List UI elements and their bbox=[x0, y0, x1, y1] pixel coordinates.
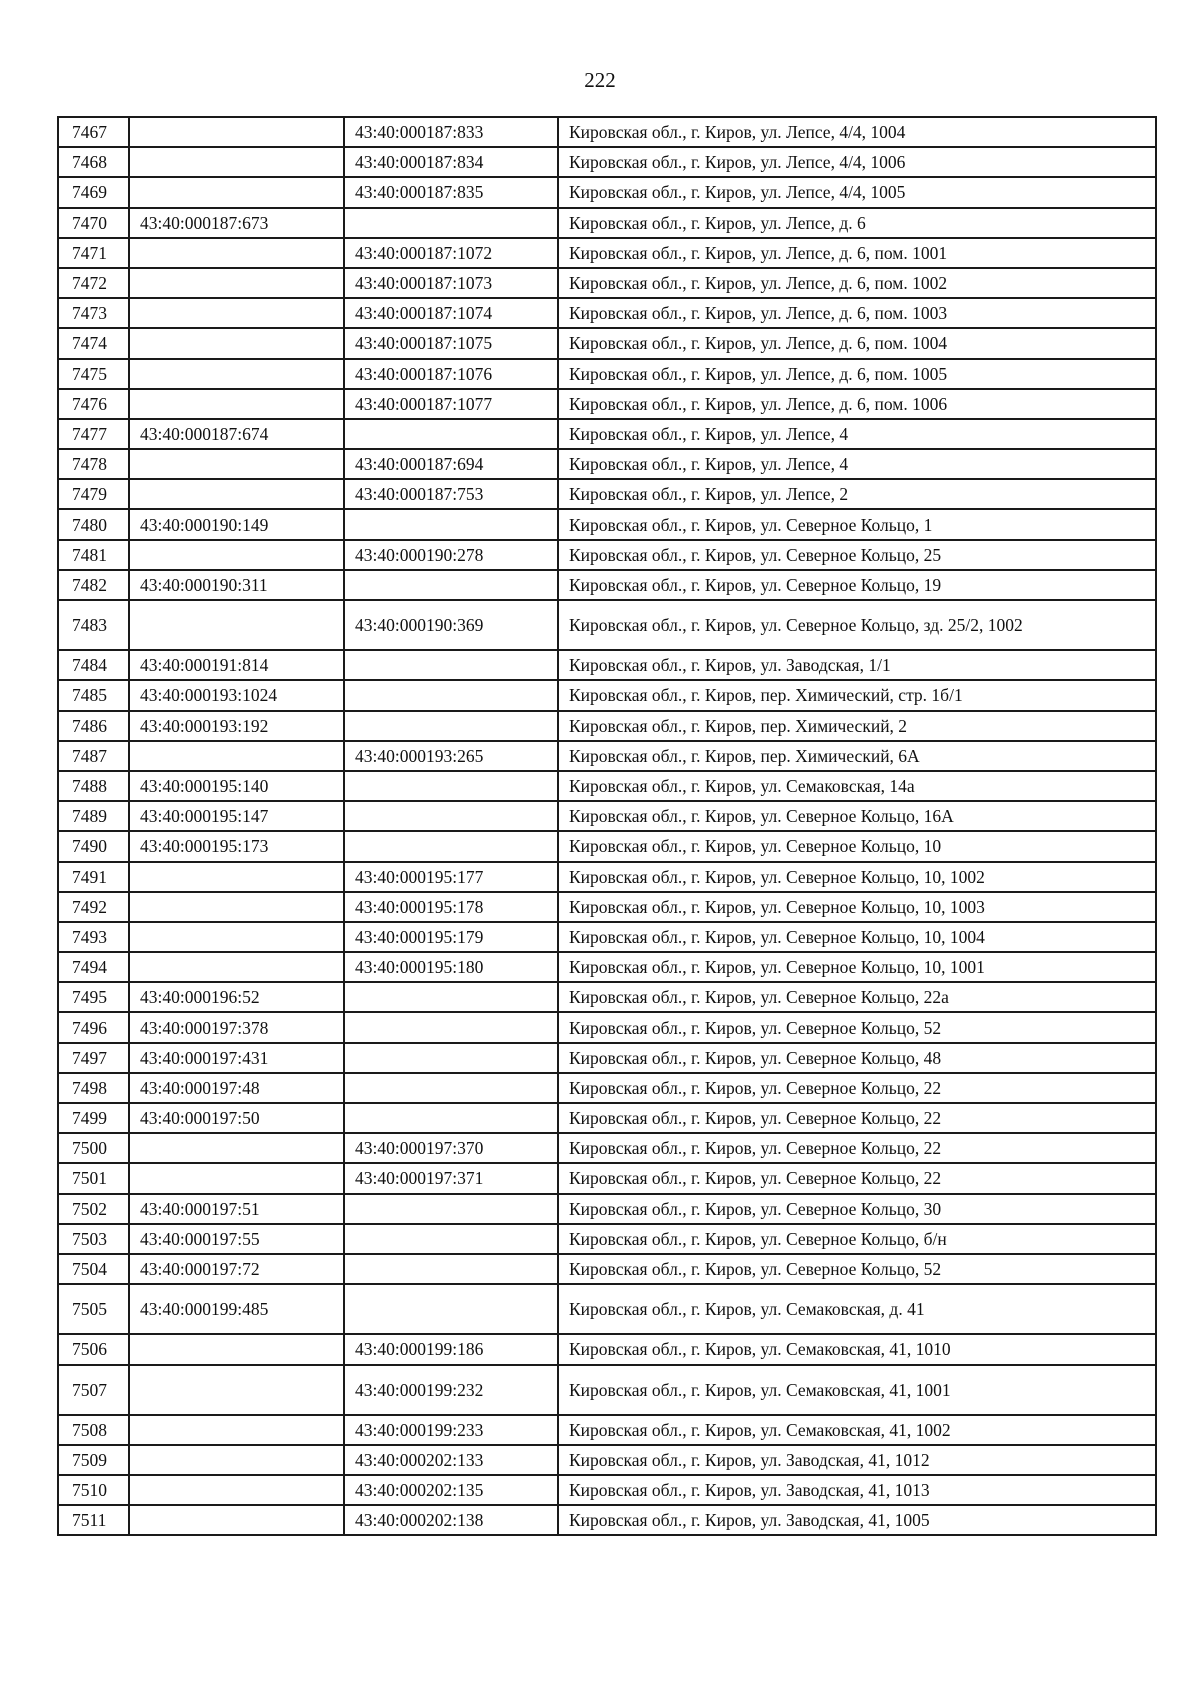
land-cadastral-cell bbox=[129, 741, 344, 771]
object-cadastral-cell bbox=[344, 1103, 558, 1133]
object-cadastral-cell: 43:40:000187:1076 bbox=[344, 359, 558, 389]
row-number-cell: 7491 bbox=[58, 862, 129, 892]
land-cadastral-cell: 43:40:000196:52 bbox=[129, 982, 344, 1012]
row-number-cell: 7503 bbox=[58, 1224, 129, 1254]
table-row bbox=[58, 1073, 1156, 1103]
row-number-cell: 7500 bbox=[58, 1133, 129, 1163]
object-cadastral-cell: 43:40:000195:178 bbox=[344, 892, 558, 922]
table-row bbox=[58, 771, 1156, 801]
land-cadastral-cell bbox=[129, 1163, 344, 1193]
object-cadastral-cell bbox=[344, 509, 558, 539]
object-cadastral-cell bbox=[344, 711, 558, 741]
land-cadastral-cell: 43:40:000195:147 bbox=[129, 801, 344, 831]
object-cadastral-cell: 43:40:000187:1075 bbox=[344, 328, 558, 358]
land-cadastral-cell: 43:40:000187:674 bbox=[129, 419, 344, 449]
row-number-cell: 7494 bbox=[58, 952, 129, 982]
object-cadastral-cell: 43:40:000197:371 bbox=[344, 1163, 558, 1193]
table-row bbox=[58, 711, 1156, 741]
row-number-cell: 7495 bbox=[58, 982, 129, 1012]
object-cadastral-cell: 43:40:000195:177 bbox=[344, 862, 558, 892]
land-cadastral-cell: 43:40:000197:72 bbox=[129, 1254, 344, 1284]
land-cadastral-cell bbox=[129, 147, 344, 177]
address-cell: Кировская обл., г. Киров, ул. Лепсе, 4/4, 1004 bbox=[558, 117, 1156, 147]
address-cell: Кировская обл., г. Киров, ул. Лепсе, д. 6 bbox=[558, 208, 1156, 238]
address-cell: Кировская обл., г. Киров, ул. Лепсе, д. 6, пом. 1006 bbox=[558, 389, 1156, 419]
land-cadastral-cell bbox=[129, 177, 344, 207]
table-row bbox=[58, 1163, 1156, 1193]
address-cell: Кировская обл., г. Киров, ул. Заводская, 41, 1012 bbox=[558, 1445, 1156, 1475]
table-row bbox=[58, 600, 1156, 650]
address-cell: Кировская обл., г. Киров, ул. Северное Кольцо, б/н bbox=[558, 1224, 1156, 1254]
table-row bbox=[58, 680, 1156, 710]
address-cell: Кировская обл., г. Киров, ул. Северное Кольцо, 22а bbox=[558, 982, 1156, 1012]
land-cadastral-cell bbox=[129, 540, 344, 570]
land-cadastral-cell bbox=[129, 1415, 344, 1445]
land-cadastral-cell bbox=[129, 328, 344, 358]
land-cadastral-cell bbox=[129, 952, 344, 982]
land-cadastral-cell: 43:40:000195:140 bbox=[129, 771, 344, 801]
object-cadastral-cell bbox=[344, 982, 558, 1012]
table-row bbox=[58, 117, 1156, 147]
address-cell: Кировская обл., г. Киров, ул. Заводская, 41, 1013 bbox=[558, 1475, 1156, 1505]
object-cadastral-cell bbox=[344, 1254, 558, 1284]
object-cadastral-cell bbox=[344, 208, 558, 238]
object-cadastral-cell bbox=[344, 831, 558, 861]
address-cell: Кировская обл., г. Киров, ул. Северное Кольцо, 22 bbox=[558, 1133, 1156, 1163]
address-cell: Кировская обл., г. Киров, ул. Семаковская, 41, 1001 bbox=[558, 1365, 1156, 1415]
object-cadastral-cell bbox=[344, 650, 558, 680]
land-cadastral-cell bbox=[129, 268, 344, 298]
table-row bbox=[58, 298, 1156, 328]
address-cell: Кировская обл., г. Киров, ул. Северное Кольцо, 19 bbox=[558, 570, 1156, 600]
land-cadastral-cell: 43:40:000197:51 bbox=[129, 1194, 344, 1224]
land-cadastral-cell: 43:40:000197:50 bbox=[129, 1103, 344, 1133]
address-cell: Кировская обл., г. Киров, ул. Лепсе, 4 bbox=[558, 419, 1156, 449]
object-cadastral-cell bbox=[344, 1224, 558, 1254]
land-cadastral-cell bbox=[129, 892, 344, 922]
land-cadastral-cell bbox=[129, 1505, 344, 1535]
table-row bbox=[58, 389, 1156, 419]
row-number-cell: 7478 bbox=[58, 449, 129, 479]
land-cadastral-cell: 43:40:000193:192 bbox=[129, 711, 344, 741]
row-number-cell: 7510 bbox=[58, 1475, 129, 1505]
land-cadastral-cell: 43:40:000190:311 bbox=[129, 570, 344, 600]
row-number-cell: 7479 bbox=[58, 479, 129, 509]
table-row bbox=[58, 952, 1156, 982]
row-number-cell: 7508 bbox=[58, 1415, 129, 1445]
object-cadastral-cell bbox=[344, 771, 558, 801]
address-cell: Кировская обл., г. Киров, ул. Лепсе, д. 6, пом. 1002 bbox=[558, 268, 1156, 298]
address-cell: Кировская обл., г. Киров, ул. Лепсе, 4/4, 1006 bbox=[558, 147, 1156, 177]
address-cell: Кировская обл., г. Киров, ул. Северное Кольцо, 22 bbox=[558, 1073, 1156, 1103]
land-cadastral-cell: 43:40:000197:431 bbox=[129, 1043, 344, 1073]
address-cell: Кировская обл., г. Киров, ул. Северное Кольцо, 10 bbox=[558, 831, 1156, 861]
row-number-cell: 7467 bbox=[58, 117, 129, 147]
row-number-cell: 7501 bbox=[58, 1163, 129, 1193]
address-cell: Кировская обл., г. Киров, ул. Лепсе, 2 bbox=[558, 479, 1156, 509]
land-cadastral-cell bbox=[129, 1133, 344, 1163]
land-cadastral-cell bbox=[129, 298, 344, 328]
address-cell: Кировская обл., г. Киров, ул. Северное Кольцо, 10, 1003 bbox=[558, 892, 1156, 922]
land-cadastral-cell bbox=[129, 238, 344, 268]
object-cadastral-cell: 43:40:000190:369 bbox=[344, 600, 558, 650]
row-number-cell: 7497 bbox=[58, 1043, 129, 1073]
land-cadastral-cell: 43:40:000195:173 bbox=[129, 831, 344, 861]
address-cell: Кировская обл., г. Киров, ул. Северное Кольцо, 52 bbox=[558, 1254, 1156, 1284]
table-row bbox=[58, 509, 1156, 539]
object-cadastral-cell: 43:40:000190:278 bbox=[344, 540, 558, 570]
row-number-cell: 7486 bbox=[58, 711, 129, 741]
table-row bbox=[58, 328, 1156, 358]
table-row bbox=[58, 1224, 1156, 1254]
land-cadastral-cell bbox=[129, 1334, 344, 1364]
object-cadastral-cell: 43:40:000202:133 bbox=[344, 1445, 558, 1475]
table-row bbox=[58, 1415, 1156, 1445]
table-row bbox=[58, 1043, 1156, 1073]
table-row bbox=[58, 1103, 1156, 1133]
object-cadastral-cell: 43:40:000199:232 bbox=[344, 1365, 558, 1415]
row-number-cell: 7476 bbox=[58, 389, 129, 419]
address-cell: Кировская обл., г. Киров, ул. Лепсе, д. 6, пом. 1005 bbox=[558, 359, 1156, 389]
address-cell: Кировская обл., г. Киров, ул. Семаковская, 41, 1010 bbox=[558, 1334, 1156, 1364]
table-row bbox=[58, 177, 1156, 207]
table-row bbox=[58, 741, 1156, 771]
address-cell: Кировская обл., г. Киров, ул. Лепсе, д. 6, пом. 1003 bbox=[558, 298, 1156, 328]
address-cell: Кировская обл., г. Киров, пер. Химический, 2 bbox=[558, 711, 1156, 741]
land-cadastral-cell bbox=[129, 117, 344, 147]
row-number-cell: 7484 bbox=[58, 650, 129, 680]
address-cell: Кировская обл., г. Киров, ул. Семаковская, 41, 1002 bbox=[558, 1415, 1156, 1445]
page-number: 222 bbox=[584, 68, 616, 92]
row-number-cell: 7472 bbox=[58, 268, 129, 298]
table-row bbox=[58, 1284, 1156, 1334]
address-cell: Кировская обл., г. Киров, ул. Семаковская, д. 41 bbox=[558, 1284, 1156, 1334]
land-cadastral-cell bbox=[129, 479, 344, 509]
land-cadastral-cell: 43:40:000197:55 bbox=[129, 1224, 344, 1254]
address-cell: Кировская обл., г. Киров, ул. Северное Кольцо, 48 bbox=[558, 1043, 1156, 1073]
registry-table-body bbox=[58, 117, 1156, 1535]
row-number-cell: 7482 bbox=[58, 570, 129, 600]
table-row bbox=[58, 570, 1156, 600]
object-cadastral-cell: 43:40:000199:186 bbox=[344, 1334, 558, 1364]
land-cadastral-cell bbox=[129, 1475, 344, 1505]
address-cell: Кировская обл., г. Киров, ул. Заводская, 41, 1005 bbox=[558, 1505, 1156, 1535]
row-number-cell: 7483 bbox=[58, 600, 129, 650]
address-cell: Кировская обл., г. Киров, ул. Северное Кольцо, 1 bbox=[558, 509, 1156, 539]
table-row bbox=[58, 862, 1156, 892]
address-cell: Кировская обл., г. Киров, пер. Химический, стр. 1б/1 bbox=[558, 680, 1156, 710]
row-number-cell: 7499 bbox=[58, 1103, 129, 1133]
row-number-cell: 7489 bbox=[58, 801, 129, 831]
table-row bbox=[58, 359, 1156, 389]
object-cadastral-cell: 43:40:000187:835 bbox=[344, 177, 558, 207]
object-cadastral-cell: 43:40:000187:833 bbox=[344, 117, 558, 147]
row-number-cell: 7471 bbox=[58, 238, 129, 268]
table-row bbox=[58, 650, 1156, 680]
table-row bbox=[58, 238, 1156, 268]
object-cadastral-cell: 43:40:000187:1072 bbox=[344, 238, 558, 268]
land-cadastral-cell bbox=[129, 1445, 344, 1475]
land-cadastral-cell: 43:40:000187:673 bbox=[129, 208, 344, 238]
land-cadastral-cell: 43:40:000190:149 bbox=[129, 509, 344, 539]
row-number-cell: 7475 bbox=[58, 359, 129, 389]
object-cadastral-cell: 43:40:000187:694 bbox=[344, 449, 558, 479]
table-row bbox=[58, 1365, 1156, 1415]
object-cadastral-cell: 43:40:000187:1073 bbox=[344, 268, 558, 298]
address-cell: Кировская обл., г. Киров, ул. Северное Кольцо, 22 bbox=[558, 1163, 1156, 1193]
object-cadastral-cell: 43:40:000187:1077 bbox=[344, 389, 558, 419]
address-cell: Кировская обл., г. Киров, ул. Лепсе, 4 bbox=[558, 449, 1156, 479]
row-number-cell: 7473 bbox=[58, 298, 129, 328]
row-number-cell: 7477 bbox=[58, 419, 129, 449]
address-cell: Кировская обл., г. Киров, ул. Заводская, 1/1 bbox=[558, 650, 1156, 680]
table-row bbox=[58, 982, 1156, 1012]
land-cadastral-cell: 43:40:000199:485 bbox=[129, 1284, 344, 1334]
table-row bbox=[58, 1254, 1156, 1284]
row-number-cell: 7509 bbox=[58, 1445, 129, 1475]
address-cell: Кировская обл., г. Киров, ул. Семаковская, 14а bbox=[558, 771, 1156, 801]
land-cadastral-cell bbox=[129, 389, 344, 419]
object-cadastral-cell bbox=[344, 1284, 558, 1334]
land-cadastral-cell bbox=[129, 922, 344, 952]
object-cadastral-cell: 43:40:000195:179 bbox=[344, 922, 558, 952]
row-number-cell: 7488 bbox=[58, 771, 129, 801]
address-cell: Кировская обл., г. Киров, ул. Северное Кольцо, 10, 1001 bbox=[558, 952, 1156, 982]
object-cadastral-cell: 43:40:000202:135 bbox=[344, 1475, 558, 1505]
table-row bbox=[58, 268, 1156, 298]
land-cadastral-cell bbox=[129, 449, 344, 479]
land-cadastral-cell bbox=[129, 862, 344, 892]
table-row bbox=[58, 1475, 1156, 1505]
table-row bbox=[58, 1445, 1156, 1475]
table-row bbox=[58, 449, 1156, 479]
row-number-cell: 7485 bbox=[58, 680, 129, 710]
table-row bbox=[58, 419, 1156, 449]
row-number-cell: 7468 bbox=[58, 147, 129, 177]
address-cell: Кировская обл., г. Киров, ул. Северное Кольцо, 52 bbox=[558, 1012, 1156, 1042]
address-cell: Кировская обл., г. Киров, ул. Северное Кольцо, 10, 1002 bbox=[558, 862, 1156, 892]
row-number-cell: 7498 bbox=[58, 1073, 129, 1103]
object-cadastral-cell: 43:40:000187:753 bbox=[344, 479, 558, 509]
row-number-cell: 7492 bbox=[58, 892, 129, 922]
object-cadastral-cell bbox=[344, 1073, 558, 1103]
address-cell: Кировская обл., г. Киров, пер. Химический, 6А bbox=[558, 741, 1156, 771]
table-row bbox=[58, 540, 1156, 570]
address-cell: Кировская обл., г. Киров, ул. Лепсе, 4/4, 1005 bbox=[558, 177, 1156, 207]
land-cadastral-cell: 43:40:000191:814 bbox=[129, 650, 344, 680]
row-number-cell: 7504 bbox=[58, 1254, 129, 1284]
object-cadastral-cell bbox=[344, 1012, 558, 1042]
table-row bbox=[58, 892, 1156, 922]
table-row bbox=[58, 1505, 1156, 1535]
table-row bbox=[58, 1334, 1156, 1364]
address-cell: Кировская обл., г. Киров, ул. Северное Кольцо, зд. 25/2, 1002 bbox=[558, 600, 1156, 650]
registry-table bbox=[57, 116, 1157, 1536]
row-number-cell: 7487 bbox=[58, 741, 129, 771]
row-number-cell: 7470 bbox=[58, 208, 129, 238]
object-cadastral-cell: 43:40:000199:233 bbox=[344, 1415, 558, 1445]
object-cadastral-cell bbox=[344, 419, 558, 449]
address-cell: Кировская обл., г. Киров, ул. Северное Кольцо, 22 bbox=[558, 1103, 1156, 1133]
row-number-cell: 7502 bbox=[58, 1194, 129, 1224]
object-cadastral-cell bbox=[344, 570, 558, 600]
row-number-cell: 7511 bbox=[58, 1505, 129, 1535]
object-cadastral-cell: 43:40:000193:265 bbox=[344, 741, 558, 771]
table-row bbox=[58, 147, 1156, 177]
row-number-cell: 7505 bbox=[58, 1284, 129, 1334]
row-number-cell: 7507 bbox=[58, 1365, 129, 1415]
table-row bbox=[58, 1194, 1156, 1224]
table-row bbox=[58, 1133, 1156, 1163]
row-number-cell: 7506 bbox=[58, 1334, 129, 1364]
object-cadastral-cell: 43:40:000197:370 bbox=[344, 1133, 558, 1163]
object-cadastral-cell bbox=[344, 1043, 558, 1073]
object-cadastral-cell: 43:40:000195:180 bbox=[344, 952, 558, 982]
land-cadastral-cell: 43:40:000193:1024 bbox=[129, 680, 344, 710]
land-cadastral-cell bbox=[129, 600, 344, 650]
table-row bbox=[58, 1012, 1156, 1042]
address-cell: Кировская обл., г. Киров, ул. Северное Кольцо, 25 bbox=[558, 540, 1156, 570]
table-row bbox=[58, 479, 1156, 509]
address-cell: Кировская обл., г. Киров, ул. Северное Кольцо, 30 bbox=[558, 1194, 1156, 1224]
land-cadastral-cell bbox=[129, 359, 344, 389]
row-number-cell: 7480 bbox=[58, 509, 129, 539]
object-cadastral-cell: 43:40:000187:834 bbox=[344, 147, 558, 177]
table-row bbox=[58, 801, 1156, 831]
row-number-cell: 7481 bbox=[58, 540, 129, 570]
row-number-cell: 7474 bbox=[58, 328, 129, 358]
table-row bbox=[58, 208, 1156, 238]
address-cell: Кировская обл., г. Киров, ул. Северное Кольцо, 10, 1004 bbox=[558, 922, 1156, 952]
object-cadastral-cell bbox=[344, 1194, 558, 1224]
land-cadastral-cell bbox=[129, 1365, 344, 1415]
address-cell: Кировская обл., г. Киров, ул. Северное Кольцо, 16А bbox=[558, 801, 1156, 831]
address-cell: Кировская обл., г. Киров, ул. Лепсе, д. 6, пом. 1001 bbox=[558, 238, 1156, 268]
table-row bbox=[58, 922, 1156, 952]
row-number-cell: 7490 bbox=[58, 831, 129, 861]
land-cadastral-cell: 43:40:000197:378 bbox=[129, 1012, 344, 1042]
object-cadastral-cell bbox=[344, 680, 558, 710]
row-number-cell: 7496 bbox=[58, 1012, 129, 1042]
address-cell: Кировская обл., г. Киров, ул. Лепсе, д. 6, пом. 1004 bbox=[558, 328, 1156, 358]
row-number-cell: 7469 bbox=[58, 177, 129, 207]
table-row bbox=[58, 831, 1156, 861]
object-cadastral-cell: 43:40:000202:138 bbox=[344, 1505, 558, 1535]
object-cadastral-cell bbox=[344, 801, 558, 831]
land-cadastral-cell: 43:40:000197:48 bbox=[129, 1073, 344, 1103]
object-cadastral-cell: 43:40:000187:1074 bbox=[344, 298, 558, 328]
row-number-cell: 7493 bbox=[58, 922, 129, 952]
